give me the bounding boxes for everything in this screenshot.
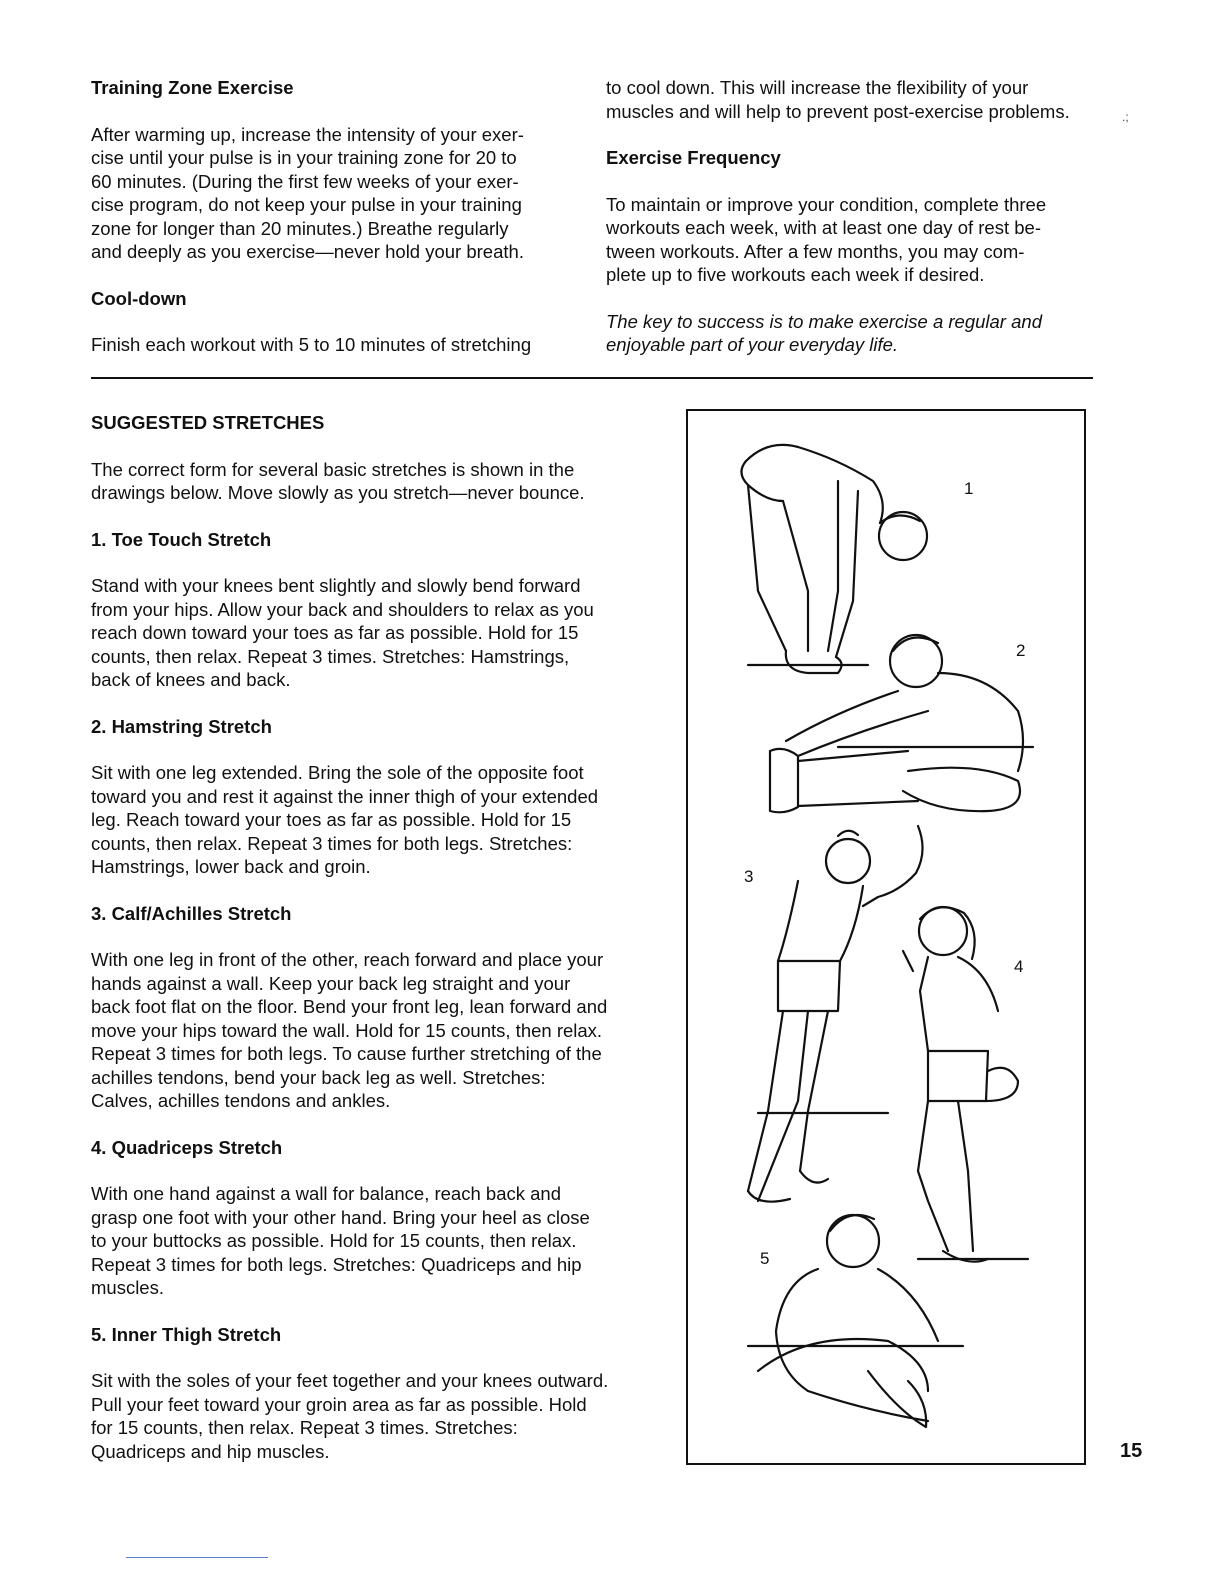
cooldown-continued-line: to cool down. This will increase the flexibility of your: [606, 77, 1029, 98]
key-to-success-line: enjoyable part of your everyday life.: [606, 334, 899, 355]
hamstring-title: 2. Hamstring Stretch: [91, 715, 272, 737]
quadriceps-title: 4. Quadriceps Stretch: [91, 1136, 283, 1158]
quadriceps-line: grasp one foot with your other hand. Bring your heel as close: [91, 1206, 590, 1228]
hamstring-line: counts, then relax. Repeat 3 times for both legs. Stretches:: [91, 832, 573, 854]
quadriceps-line: With one hand against a wall for balance, reach back and: [91, 1183, 561, 1204]
training-zone-heading: Training Zone Exercise: [91, 77, 294, 98]
stretches-intro-line: drawings below. Move slowly as you stretch—never bounce.: [91, 482, 585, 503]
section-divider: [91, 377, 1093, 379]
inner-thigh-figure: [748, 1215, 963, 1427]
frequency-line: plete up to five workouts each week if desired.: [606, 264, 985, 285]
frequency-line: workouts each week, with at least one day of rest be-: [606, 217, 1041, 238]
calf-achilles-line: Repeat 3 times for both legs. To cause further stretching of the: [91, 1043, 602, 1064]
suggested-stretches-heading: SUGGESTED STRETCHES: [91, 412, 325, 433]
toe-touch-line: Stand with your knees bent slightly and slowly bend forward: [91, 575, 581, 596]
calf-achilles-line: hands against a wall. Keep your back leg straight and your: [91, 972, 571, 994]
calf-achilles-line: achilles tendons, bend your back leg as well. Stretches:: [91, 1066, 546, 1088]
calf-achilles-line: back foot flat on the floor. Bend your front leg, lean forward and: [91, 996, 608, 1017]
cooldown-continued-line: muscles and will help to prevent post-exercise problems.: [606, 100, 1070, 122]
stretches-intro-line: The correct form for several basic stretches is shown in the: [91, 458, 575, 480]
toe-touch-line: counts, then relax. Repeat 3 times. Stretches: Hamstrings,: [91, 645, 570, 667]
margin-mark: .;: [1122, 110, 1129, 124]
inner-thigh-line: for 15 counts, then relax. Repeat 3 times. Stretches:: [91, 1417, 518, 1438]
inner-thigh-line: Sit with the soles of your feet together and your knees outward.: [91, 1370, 609, 1391]
figure-label-2: 2: [1016, 641, 1026, 660]
training-line: cise until your pulse is in your training zone for 20 to: [91, 147, 517, 168]
training-line: After warming up, increase the intensity of your exer-: [91, 123, 524, 145]
toe-touch-line: reach down toward your toes as far as possible. Hold for 15: [91, 622, 579, 643]
hamstring-figure: [770, 635, 1033, 812]
quadriceps-figure: [903, 907, 1028, 1262]
inner-thigh-title: 5. Inner Thigh Stretch: [91, 1323, 282, 1345]
toe-touch-title: 1. Toe Touch Stretch: [91, 528, 272, 550]
hamstring-line: Hamstrings, lower back and groin.: [91, 856, 371, 877]
top-left-column: [91, 76, 569, 357]
hamstring-line: Sit with one leg extended. Bring the sole of the opposite foot: [91, 762, 584, 783]
inner-thigh-line: Pull your feet toward your groin area as far as possible. Hold: [91, 1393, 587, 1415]
figure-label-4: 4: [1014, 957, 1024, 976]
toe-touch-line: from your hips. Allow your back and shoulders to relax as you: [91, 598, 594, 620]
footer-line: [126, 1557, 268, 1558]
hamstring-line: toward you and rest it against the inner thigh of your extended: [91, 785, 599, 807]
calf-achilles-title: 3. Calf/Achilles Stretch: [91, 902, 292, 924]
page-number: 15: [1120, 1440, 1143, 1462]
key-to-success-line: The key to success is to make exercise a regular and: [606, 310, 1042, 332]
quadriceps-line: Repeat 3 times for both legs. Stretches: Quadriceps and hip: [91, 1253, 582, 1275]
training-line: and deeply as you exercise—never hold your breath.: [91, 241, 524, 262]
calf-achilles-line: Calves, achilles tendons and ankles.: [91, 1090, 391, 1111]
figure-label-3: 3: [744, 867, 754, 886]
figure-label-5: 5: [760, 1249, 770, 1268]
training-line: cise program, do not keep your pulse in your training: [91, 194, 522, 215]
inner-thigh-line: Quadriceps and hip muscles.: [91, 1440, 330, 1462]
toe-touch-line: back of knees and back.: [91, 669, 291, 690]
figure-label-1: 1: [964, 479, 974, 498]
stretches-column: [91, 411, 656, 1463]
training-line: 60 minutes. (During the first few weeks of your exer-: [91, 170, 519, 192]
cooldown-heading: Cool-down: [91, 287, 187, 309]
quadriceps-line: to your buttocks as possible. Hold for 15 counts, then relax.: [91, 1230, 577, 1251]
calf-achilles-line: move your hips toward the wall. Hold for 15 counts, then relax.: [91, 1019, 603, 1041]
quadriceps-line: muscles.: [91, 1277, 164, 1298]
training-line: zone for longer than 20 minutes.) Breathe regularly: [91, 217, 509, 239]
calf-achilles-line: With one leg in front of the other, reach forward and place your: [91, 949, 604, 970]
hamstring-line: leg. Reach toward your toes as far as possible. Hold for 15: [91, 809, 572, 830]
frequency-line: To maintain or improve your condition, complete three: [606, 193, 1047, 215]
top-right-column: [606, 76, 1096, 357]
calf-achilles-figure: [748, 826, 923, 1202]
stretches-illustration: [686, 409, 1086, 1465]
frequency-line: tween workouts. After a few months, you may com-: [606, 240, 1025, 262]
cooldown-line: Finish each workout with 5 to 10 minutes of stretching: [91, 334, 532, 355]
frequency-heading: Exercise Frequency: [606, 147, 781, 168]
toe-touch-figure: [741, 445, 927, 673]
